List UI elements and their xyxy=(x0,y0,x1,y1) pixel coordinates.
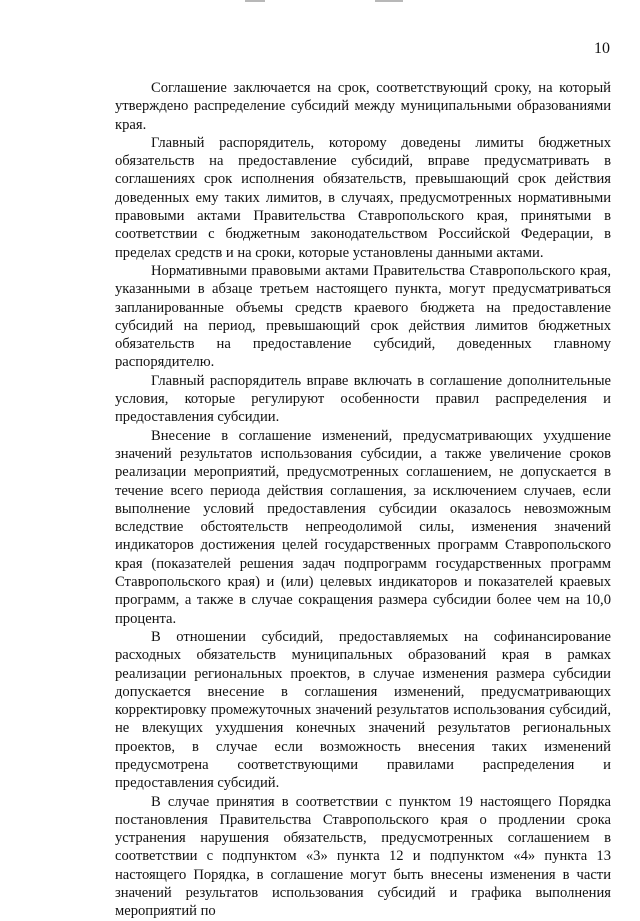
paragraph: Главный распорядитель, которому доведены лимиты бюджетных обязательств на предоставление субсидий, вправе предусматривать в соглашениях срок исполнения обязательств, превышающий срок действия доведенных ему таких лимитов, в случаях, предусмотренных нормативными правовыми актами Правительства Ставропольского края, принятыми в соответствии с бюджетным законодательством Российской Федерации, в пределах средств и на сроки, которые установлены данными актами. xyxy=(115,134,611,261)
paragraph: В отношении субсидий, предоставляемых на софинансирование расходных обязательств муниципальных образований края в рамках реализации региональных проектов, в случае изменения размера субсидии допускается внесение в соглашения изменений, предусматривающих корректировку промежуточных значений результатов использования субсидий, не влекущих ухудшения конечных значений результатов региональных проектов, в случае если возможность внесения таких изменений предусмотрена соответствующими правилами распределения и предоставления субсидий. xyxy=(115,628,611,792)
paragraph: Главный распорядитель вправе включать в соглашение дополнительные условия, которые регулируют особенности правил распределения и предоставления субсидии. xyxy=(115,372,611,426)
document-body xyxy=(115,79,611,921)
page-number: 10 xyxy=(594,40,610,57)
paragraph: В случае принятия в соответствии с пунктом 19 настоящего Порядка постановления Правительства Ставропольского края о продлении срока устранения нарушения обязательств, предусмотренных соглашением в соответствии с подпунктом «3» пункта 12 и подпунктом «4» пункта 13 настоящего Порядка, в соглашение могут быть внесены изменения в части значений результатов использования субсидий и графика выполнения мероприятий по xyxy=(115,793,611,920)
paragraph: Нормативными правовыми актами Правительства Ставропольского края, указанными в абзаце третьем настоящего пункта, могут предусматриваться запланированные объемы средств краевого бюджета на предоставление субсидий на период, превышающий срок действия лимитов бюджетных обязательств на предоставление субсидий, доведенных главному распорядителю. xyxy=(115,262,611,371)
scan-artifact xyxy=(245,0,415,6)
paragraph: Соглашение заключается на срок, соответствующий сроку, на который утверждено распределение субсидий между муниципальными образованиями края. xyxy=(115,80,611,133)
paragraph: Внесение в соглашение изменений, предусматривающих ухудшение значений результатов использования субсидии, а также увеличение сроков реализации мероприятий, предусмотренных соглашением, не допускается в течение всего периода действия соглашения, за исключением случаев, если выполнение условий предоставления субсидии оказалось невозможным вследствие обстоятельств непреодолимой силы, изменения значений индикаторов достижения целей государственных программ Ставропольского края (показателей решения задач подпрограмм государственных программ Ставропольского края) и (или) целевых индикаторов и показателей краевых программ, а также в случае сокращения размера субсидии более чем на 10,0 процента. xyxy=(115,427,611,627)
